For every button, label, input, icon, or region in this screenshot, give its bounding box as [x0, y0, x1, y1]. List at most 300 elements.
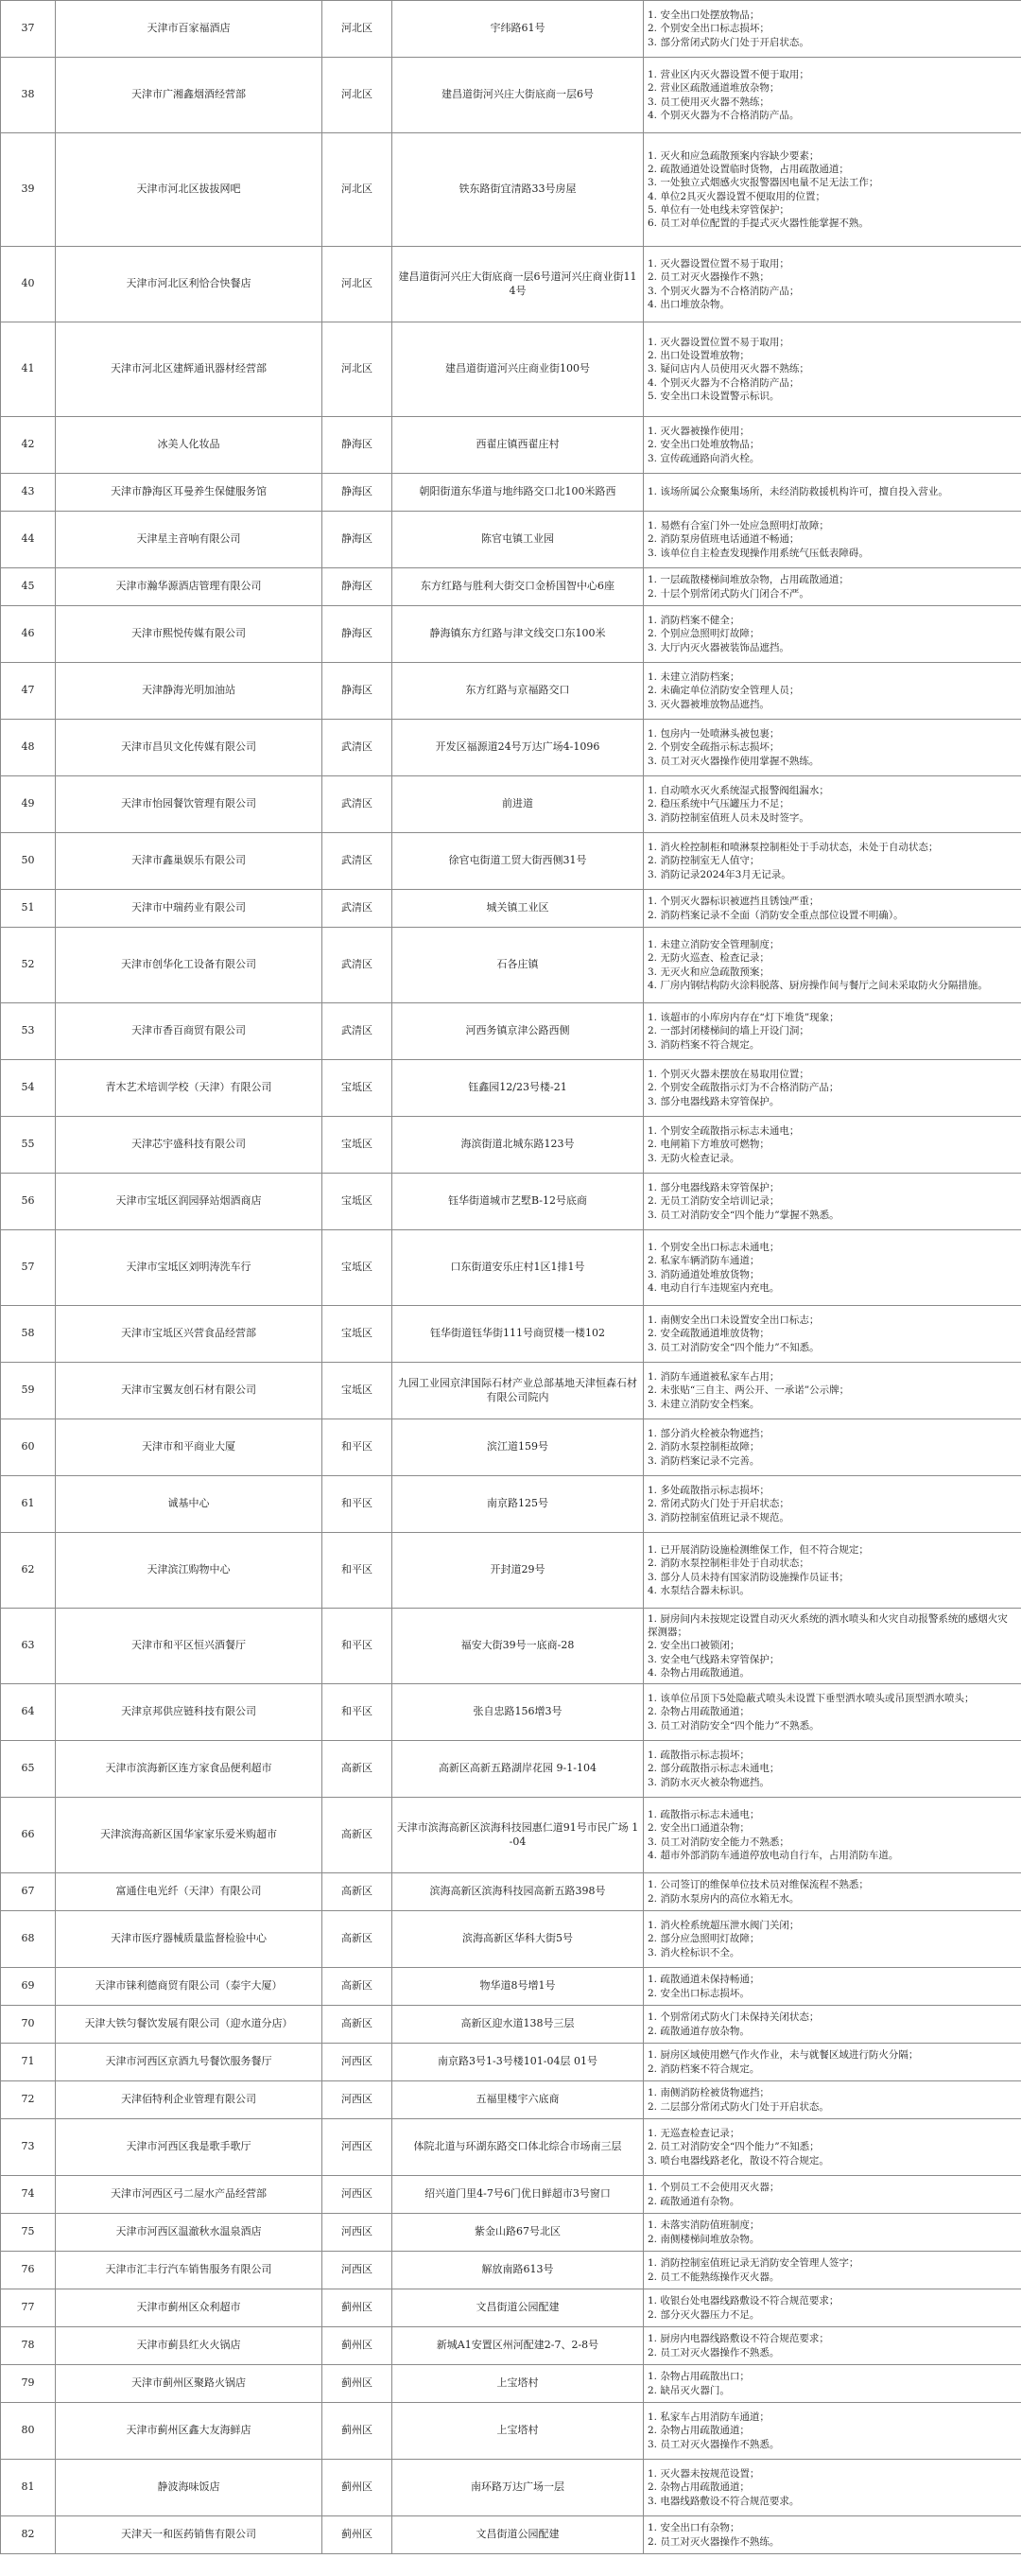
district: 武清区 [322, 890, 392, 928]
district: 蓟州区 [322, 2365, 392, 2403]
issue-item: 2. 稳压系统中气压罐压力不足； [648, 798, 789, 810]
row-number: 37 [1, 1, 56, 58]
issue-item: 4. 超市外部消防车通道停放电动自行车，占用消防车道。 [648, 1849, 899, 1861]
unit-name: 天津市河西区京酒九号餐饮服务餐厅 [56, 2044, 322, 2081]
district: 蓟州区 [322, 2289, 392, 2327]
table-row [1, 1533, 1021, 1609]
address: 新城A1安置区州河配建2-7、2-8号 [392, 2327, 644, 2365]
issues-list [644, 1230, 1021, 1306]
issues-list [644, 2365, 1021, 2403]
issue-item: 3. 未建立消防安全档案。 [648, 1398, 760, 1410]
district: 宝坻区 [322, 1230, 392, 1306]
address: 建昌道街河兴庄大街底商一层6号道河兴庄商业街114号 [392, 247, 644, 322]
table-row [1, 2403, 1021, 2460]
issue-item: 4. 厂房内钢结构防火涂料脱落、厨房操作间与餐厅之间未采取防火分隔措施。 [648, 979, 988, 991]
issue-item: 3. 无灭火和应急疏散预案； [648, 966, 770, 978]
issues-list [644, 1419, 1021, 1476]
district: 河西区 [322, 2176, 392, 2214]
issues-list [644, 606, 1021, 663]
issues-list [644, 2516, 1021, 2554]
issue-item: 4. 个别灭火器为不合格消防产品； [648, 376, 800, 389]
address: 南京路125号 [392, 1476, 644, 1533]
table-row [1, 58, 1021, 133]
district: 武清区 [322, 928, 392, 1003]
issues-list [644, 1968, 1021, 2006]
issue-item: 2. 缺吊灭火器门。 [648, 2384, 730, 2396]
issue-item: 2. 南侧楼梯间堆放杂物。 [648, 2233, 760, 2245]
issues-list [644, 1609, 1021, 1684]
issue-item: 1. 个别灭火器标识被遮挡且锈蚀严重； [648, 896, 820, 908]
district: 和平区 [322, 1476, 392, 1533]
issue-item: 2. 私家车辆消防车通道； [648, 1255, 760, 1267]
district: 蓟州区 [322, 2403, 392, 2460]
unit-name: 天津市蓟县红火火锅店 [56, 2327, 322, 2365]
issue-item: 1. 自动喷水灭火系统湿式报警阀组漏水； [648, 785, 829, 797]
address: 陈官屯镇工业园 [392, 512, 644, 568]
address: 紫金山路67号北区 [392, 2214, 644, 2252]
unit-name: 天津佰特利企业管理有限公司 [56, 2081, 322, 2119]
district: 和平区 [322, 1533, 392, 1609]
issues-list [644, 2006, 1021, 2044]
issue-item: 2. 员工对灭火器操作不熟； [648, 271, 770, 284]
table-row [1, 2006, 1021, 2044]
unit-name: 天津市宝坻区兴营食品经营部 [56, 1306, 322, 1363]
table-row [1, 1419, 1021, 1476]
unit-name: 天津市滨海新区连方家食品便利超市 [56, 1741, 322, 1798]
issue-item: 2. 疏散通道处设置临时货物，占用疏散通道； [648, 164, 849, 176]
issues-list [644, 2289, 1021, 2327]
unit-name: 天津市河北区利恰合快餐店 [56, 247, 322, 322]
issue-item: 2. 未确定单位消防安全管理人员； [648, 685, 800, 697]
issues-list [644, 1911, 1021, 1968]
issue-item: 2. 电闸箱下方堆放可燃物； [648, 1139, 770, 1151]
unit-name: 诚基中心 [56, 1476, 322, 1533]
table-row [1, 1306, 1021, 1363]
address: 滨江道159号 [392, 1419, 644, 1476]
unit-name: 天津芯宇盛科技有限公司 [56, 1117, 322, 1174]
table-row [1, 1684, 1021, 1741]
issues-list [644, 2119, 1021, 2176]
issues-list [644, 2327, 1021, 2365]
issue-item: 2. 营业区疏散通道堆放杂物； [648, 82, 780, 95]
issue-item: 2. 安全疏散通道堆放货物； [648, 1328, 770, 1340]
issue-item: 1. 未落实消防值班制度； [648, 2219, 760, 2232]
issue-item: 5. 安全出口未设置警示标识。 [648, 390, 780, 402]
issue-item: 3. 员工对灭火器操作不熟悉。 [648, 2438, 780, 2450]
issues-list [644, 1533, 1021, 1609]
address: 钰华街道钰华街111号商贸楼一楼102 [392, 1306, 644, 1363]
row-number: 56 [1, 1174, 56, 1230]
row-number: 66 [1, 1798, 56, 1873]
issue-item: 2. 十层个别常闭式防火门闭合不严。 [648, 587, 809, 600]
issues-list [644, 2176, 1021, 2214]
row-number: 81 [1, 2460, 56, 2516]
row-number: 70 [1, 2006, 56, 2044]
row-number: 77 [1, 2289, 56, 2327]
district: 高新区 [322, 1911, 392, 1968]
address: 开发区福源道24号万达广场4-1096 [392, 720, 644, 776]
issue-item: 2. 常闭式防火门处于开启状态； [648, 1498, 789, 1510]
issue-item: 3. 消防档案记录不完善。 [648, 1454, 760, 1467]
issue-item: 1. 私家车占用消防车通道； [648, 2411, 770, 2424]
table-body [1, 1, 1021, 2554]
unit-name: 天津天一和医药销售有限公司 [56, 2516, 322, 2554]
issue-item: 3. 喷台电器线路老化，散设不符合规定。 [648, 2154, 829, 2167]
row-number: 38 [1, 58, 56, 133]
row-number: 67 [1, 1873, 56, 1911]
address: 东方红路与胜利大街交口金桥国智中心6座 [392, 568, 644, 606]
issue-item: 3. 电器线路敷设不符合规范要求。 [648, 2495, 800, 2507]
unit-name: 天津市和平区恒兴酒餐厅 [56, 1609, 322, 1684]
issue-item: 4. 电动自行车违规室内充电。 [648, 1281, 780, 1294]
issues-list [644, 512, 1021, 568]
issue-item: 4. 个别灭火器为不合格消防产品。 [648, 109, 800, 121]
issue-item: 3. 员工对消防安全“四个能力”不熟悉。 [648, 1719, 820, 1732]
issue-item: 3. 一处独立式烟感火灾报警器因电量不足无法工作； [648, 177, 879, 189]
district: 河西区 [322, 2044, 392, 2081]
row-number: 48 [1, 720, 56, 776]
issue-item: 3. 灭火器被堆放物品遮挡。 [648, 698, 770, 710]
table-row [1, 322, 1021, 417]
issue-item: 1. 消火栓系统超压泄水阀门关闭； [648, 1920, 800, 1932]
issue-item: 1. 多处疏散指示标志损坏； [648, 1485, 770, 1497]
issues-list [644, 776, 1021, 833]
address: 解放南路613号 [392, 2252, 644, 2289]
unit-name: 天津市怡园餐饮管理有限公司 [56, 776, 322, 833]
table-row [1, 1968, 1021, 2006]
district: 宝坻区 [322, 1363, 392, 1419]
issues-list [644, 1684, 1021, 1741]
issue-item: 2. 杂物占用疏散通道； [648, 1706, 750, 1718]
district: 高新区 [322, 1798, 392, 1873]
issue-item: 1. 个别安全出口标志未通电； [648, 1242, 780, 1254]
unit-name: 天津市河西区温澈秋水温泉酒店 [56, 2214, 322, 2252]
address: 福安大街39号一底商-28 [392, 1609, 644, 1684]
district: 武清区 [322, 720, 392, 776]
issues-list [644, 2214, 1021, 2252]
table-row [1, 2081, 1021, 2119]
unit-name: 冰美人化妆品 [56, 417, 322, 474]
issue-item: 3. 员工对灭火器操作使用掌握不熟练。 [648, 755, 820, 767]
district: 蓟州区 [322, 2327, 392, 2365]
issue-item: 3. 消防控制室值班人员未及时签字。 [648, 811, 809, 824]
issue-item: 2. 安全出口处堆放物品； [648, 439, 760, 451]
issues-list [644, 322, 1021, 417]
issue-item: 2. 二层部分常闭式防火门处于开启状态。 [648, 2100, 829, 2113]
issue-item: 1. 个别员工不会使用灭火器； [648, 2182, 780, 2194]
address: 钰华街道城市艺墅B-12号底商 [392, 1174, 644, 1230]
unit-name: 天津市铼利德商贸有限公司（泰宇大厦） [56, 1968, 322, 2006]
issues-list [644, 890, 1021, 928]
table-row [1, 417, 1021, 474]
issue-item: 2. 疏散通道存放杂物。 [648, 2025, 750, 2037]
row-number: 43 [1, 474, 56, 512]
district: 宝坻区 [322, 1306, 392, 1363]
unit-name: 天津市广湘鑫烟酒经营部 [56, 58, 322, 133]
issue-item: 4. 杂物占用疏散通道。 [648, 1666, 750, 1679]
address: 河西务镇京津公路西侧 [392, 1003, 644, 1060]
issue-item: 1. 消火栓控制柜和喷淋泵控制柜处于手动状态，未处于自动状态； [648, 842, 939, 854]
address: 石各庄镇 [392, 928, 644, 1003]
issue-item: 1. 消防档案不健全； [648, 615, 740, 627]
row-number: 46 [1, 606, 56, 663]
unit-name: 天津市中瑞药业有限公司 [56, 890, 322, 928]
issues-list [644, 833, 1021, 890]
row-number: 71 [1, 2044, 56, 2081]
issues-list [644, 1306, 1021, 1363]
row-number: 72 [1, 2081, 56, 2119]
issue-item: 3. 员工对消防安全“四个能力”不知悉。 [648, 1341, 820, 1353]
unit-name: 富通住电光纤（天津）有限公司 [56, 1873, 322, 1911]
district: 河西区 [322, 2214, 392, 2252]
issue-item: 1. 未建立消防安全管理制度； [648, 939, 780, 951]
issue-item: 1. 消防车通道被私家车占用； [648, 1371, 780, 1384]
issues-list [644, 1003, 1021, 1060]
row-number: 58 [1, 1306, 56, 1363]
district: 高新区 [322, 1873, 392, 1911]
address: 建昌道街河兴庄大街底商一层6号 [392, 58, 644, 133]
address: 宇纬路61号 [392, 1, 644, 58]
table-row [1, 1363, 1021, 1419]
row-number: 76 [1, 2252, 56, 2289]
issue-item: 2. 杂物占用疏散通道； [648, 2425, 750, 2437]
issue-item: 1. 营业区内灭火器设置不便于取用； [648, 69, 809, 81]
district: 和平区 [322, 1609, 392, 1684]
issue-item: 6. 员工对单位配置的手提式灭火器性能掌握不熟。 [648, 217, 869, 229]
issues-list [644, 1060, 1021, 1117]
issue-item: 1. 灭火器被操作使用； [648, 426, 750, 438]
row-number: 59 [1, 1363, 56, 1419]
row-number: 69 [1, 1968, 56, 2006]
table-row [1, 512, 1021, 568]
issue-item: 2. 部分灭火器压力不足。 [648, 2308, 760, 2321]
unit-name: 天津市医疗器械质量监督检验中心 [56, 1911, 322, 1968]
row-number: 65 [1, 1741, 56, 1798]
issue-item: 1. 已开展消防设施检测维保工作，但不符合规定； [648, 1544, 869, 1557]
table-row [1, 890, 1021, 928]
address: 东方红路与京福路交口 [392, 663, 644, 720]
issues-list [644, 474, 1021, 512]
issue-item: 2. 疏散通道有杂物。 [648, 2195, 740, 2207]
issue-item: 1. 收银台处电器线路敷设不符合规范要求； [648, 2295, 839, 2307]
district: 静海区 [322, 568, 392, 606]
issues-list [644, 720, 1021, 776]
district: 河北区 [322, 247, 392, 322]
unit-name: 天津市香百商贸有限公司 [56, 1003, 322, 1060]
address: 西翟庄镇西翟庄村 [392, 417, 644, 474]
issue-item: 2. 消防水泵控制柜非处于自动状态； [648, 1558, 809, 1570]
table-row [1, 133, 1021, 247]
row-number: 80 [1, 2403, 56, 2460]
table-row [1, 2252, 1021, 2289]
row-number: 75 [1, 2214, 56, 2252]
table-row [1, 1, 1021, 58]
issue-item: 3. 个别灭火器为不合格消防产品； [648, 285, 800, 297]
issue-item: 3. 消火栓标识不全。 [648, 1946, 740, 1958]
issue-item: 2. 个别安全疏散指示灯为不合格消防产品； [648, 1082, 839, 1094]
issue-item: 3. 该单位自主检查发现操作用系统气压低表障碍。 [648, 547, 869, 559]
unit-name: 天津滨海高新区国华家家乐爱米购超市 [56, 1798, 322, 1873]
address: 五福里楼宇六底商 [392, 2081, 644, 2119]
issue-item: 3. 部分电器线路未穿管保护。 [648, 1095, 780, 1107]
unit-name: 天津市静海区耳曼养生保健服务馆 [56, 474, 322, 512]
table-row [1, 1003, 1021, 1060]
district: 武清区 [322, 833, 392, 890]
unit-name: 天津市瀚华源酒店管理有限公司 [56, 568, 322, 606]
district: 武清区 [322, 1003, 392, 1060]
issue-item: 2. 消防水泵控制柜故障； [648, 1441, 760, 1453]
unit-name: 天津市宝坻区润园驿站烟酒商店 [56, 1174, 322, 1230]
issues-list [644, 417, 1021, 474]
district: 宝坻区 [322, 1117, 392, 1174]
issues-list [644, 1873, 1021, 1911]
row-number: 79 [1, 2365, 56, 2403]
issue-item: 1. 安全出口处摆放物品； [648, 9, 760, 22]
issues-list [644, 2403, 1021, 2460]
address: 口东街道安乐庄村1区1排1号 [392, 1230, 644, 1306]
unit-name: 青木艺术培训学校（天津）有限公司 [56, 1060, 322, 1117]
row-number: 78 [1, 2327, 56, 2365]
issue-item: 2. 部分疏散指示标志未通电； [648, 1763, 780, 1775]
unit-name: 天津市鑫巢娱乐有限公司 [56, 833, 322, 890]
address: 建昌道街道河兴庄商业街100号 [392, 322, 644, 417]
table-row [1, 2289, 1021, 2327]
district: 静海区 [322, 474, 392, 512]
issue-item: 3. 安全电气线路未穿管保护； [648, 1653, 780, 1665]
issue-item: 2. 出口处设置堆放物； [648, 350, 750, 362]
issue-item: 2. 个别安全出口标志损坏； [648, 23, 770, 35]
issue-item: 1. 厨房区域使用燃气作火作业，未与就餐区域进行防火分隔； [648, 2049, 919, 2062]
district: 蓟州区 [322, 2460, 392, 2516]
unit-name: 天津市宝翼友创石材有限公司 [56, 1363, 322, 1419]
issues-list [644, 2081, 1021, 2119]
district: 河北区 [322, 322, 392, 417]
table-row [1, 2214, 1021, 2252]
table-row [1, 2176, 1021, 2214]
unit-name: 天津市河西区弓二屋水产品经营部 [56, 2176, 322, 2214]
issue-item: 3. 大厅内灭火器被装饰品遮挡。 [648, 641, 789, 653]
district: 高新区 [322, 1741, 392, 1798]
unit-name: 天津滨江购物中心 [56, 1533, 322, 1609]
issue-item: 1. 灭火器设置位置不易于取用； [648, 258, 789, 270]
row-number: 51 [1, 890, 56, 928]
issue-item: 2. 消防档案记录不全面（消防安全重点部位设置不明确）。 [648, 909, 904, 921]
row-number: 73 [1, 2119, 56, 2176]
address: 开封道29号 [392, 1533, 644, 1609]
issues-list [644, 133, 1021, 247]
table-row [1, 247, 1021, 322]
table-row [1, 2119, 1021, 2176]
unit-name: 天津市宝坻区刘明涛洗车行 [56, 1230, 322, 1306]
issue-item: 1. 包房内一处喷淋头被包裹； [648, 728, 780, 740]
issue-item: 3. 员工对消防安全能力不熟悉； [648, 1836, 789, 1848]
issues-list [644, 1798, 1021, 1873]
district: 宝坻区 [322, 1174, 392, 1230]
issue-item: 1. 杂物占用疏散出口； [648, 2371, 750, 2383]
row-number: 64 [1, 1684, 56, 1741]
issue-item: 2. 个别应急照明灯故障； [648, 628, 760, 640]
address: 钰鑫园12/23号楼-21 [392, 1060, 644, 1117]
issues-list [644, 2252, 1021, 2289]
issue-item: 3. 员工使用灭火器不熟练； [648, 96, 770, 108]
table-row [1, 663, 1021, 720]
issue-item: 2. 消防泵房值班电话通道不畅通； [648, 533, 800, 546]
address: 前进道 [392, 776, 644, 833]
issue-item: 2. 员工对消防安全“四个能力”不知悉； [648, 2141, 820, 2153]
row-number: 40 [1, 247, 56, 322]
issue-item: 1. 疏散指示标志未通电； [648, 1809, 760, 1821]
district: 静海区 [322, 663, 392, 720]
unit-name: 天津市蓟州区鑫大友海鲜店 [56, 2403, 322, 2460]
address: 体院北道与环湖东路交口体北综合市场南三层 [392, 2119, 644, 2176]
address: 城关镇工业区 [392, 890, 644, 928]
table-row [1, 928, 1021, 1003]
unit-name: 天津市河西区我是歌手歌厅 [56, 2119, 322, 2176]
row-number: 61 [1, 1476, 56, 1533]
table-row [1, 2365, 1021, 2403]
issue-item: 1. 疏散通道未保持畅通； [648, 1974, 760, 1986]
address: 张自忠路156增3号 [392, 1684, 644, 1741]
address: 铁东路街宜清路33号房屋 [392, 133, 644, 247]
district: 宝坻区 [322, 1060, 392, 1117]
issue-item: 3. 消防记录2024年3月无记录。 [648, 868, 791, 880]
table-row [1, 1060, 1021, 1117]
issues-list [644, 58, 1021, 133]
row-number: 45 [1, 568, 56, 606]
unit-name: 天津市百家福酒店 [56, 1, 322, 58]
issue-item: 1. 未建立消防档案； [648, 671, 740, 684]
issue-item: 2. 员工对灭火器操作不熟练。 [648, 2535, 780, 2548]
table-row [1, 2460, 1021, 2516]
issue-item: 2. 一部封闭楼梯间的墙上开设门洞； [648, 1025, 809, 1037]
issues-list [644, 928, 1021, 1003]
district: 河西区 [322, 2252, 392, 2289]
row-number: 44 [1, 512, 56, 568]
issue-item: 3. 疑问店内人员使用灭火器不熟练； [648, 363, 809, 375]
issues-list [644, 2044, 1021, 2081]
issue-item: 4. 出口堆放杂物。 [648, 298, 730, 310]
row-number: 47 [1, 663, 56, 720]
row-number: 82 [1, 2516, 56, 2554]
issue-item: 3. 消防通道处堆放货物； [648, 1268, 760, 1280]
table-row [1, 1911, 1021, 1968]
issues-list [644, 663, 1021, 720]
district: 静海区 [322, 512, 392, 568]
table-row [1, 1609, 1021, 1684]
row-number: 41 [1, 322, 56, 417]
issue-item: 2. 部分应急照明灯故障； [648, 1933, 760, 1945]
issues-list [644, 1741, 1021, 1798]
issue-item: 2. 个别安全疏指示标志损坏； [648, 741, 780, 754]
district: 河北区 [322, 58, 392, 133]
address: 海滨街道北城东路123号 [392, 1117, 644, 1174]
table-row [1, 1230, 1021, 1306]
issue-item: 4. 单位2具灭火器设置不便取用的位置； [648, 190, 826, 202]
issue-item: 3. 部分人员未持有国家消防设施操作员证书； [648, 1571, 849, 1583]
address: 九园工业园京津国际石材产业总部基地天津恒森石材有限公司院内 [392, 1363, 644, 1419]
issues-list [644, 1476, 1021, 1533]
row-number: 63 [1, 1609, 56, 1684]
issues-list [644, 247, 1021, 322]
district: 静海区 [322, 606, 392, 663]
issue-item: 3. 宣传疏通路向消火栓。 [648, 452, 760, 464]
issue-item: 3. 无防火检查记录。 [648, 1152, 740, 1164]
district: 和平区 [322, 1419, 392, 1476]
issue-item: 2. 员工对灭火器操作不熟悉。 [648, 2346, 780, 2358]
address: 徐官屯街道工贸大街西侧31号 [392, 833, 644, 890]
issue-item: 1. 部分电器线路未穿管保护； [648, 1182, 780, 1194]
table-row [1, 1117, 1021, 1174]
